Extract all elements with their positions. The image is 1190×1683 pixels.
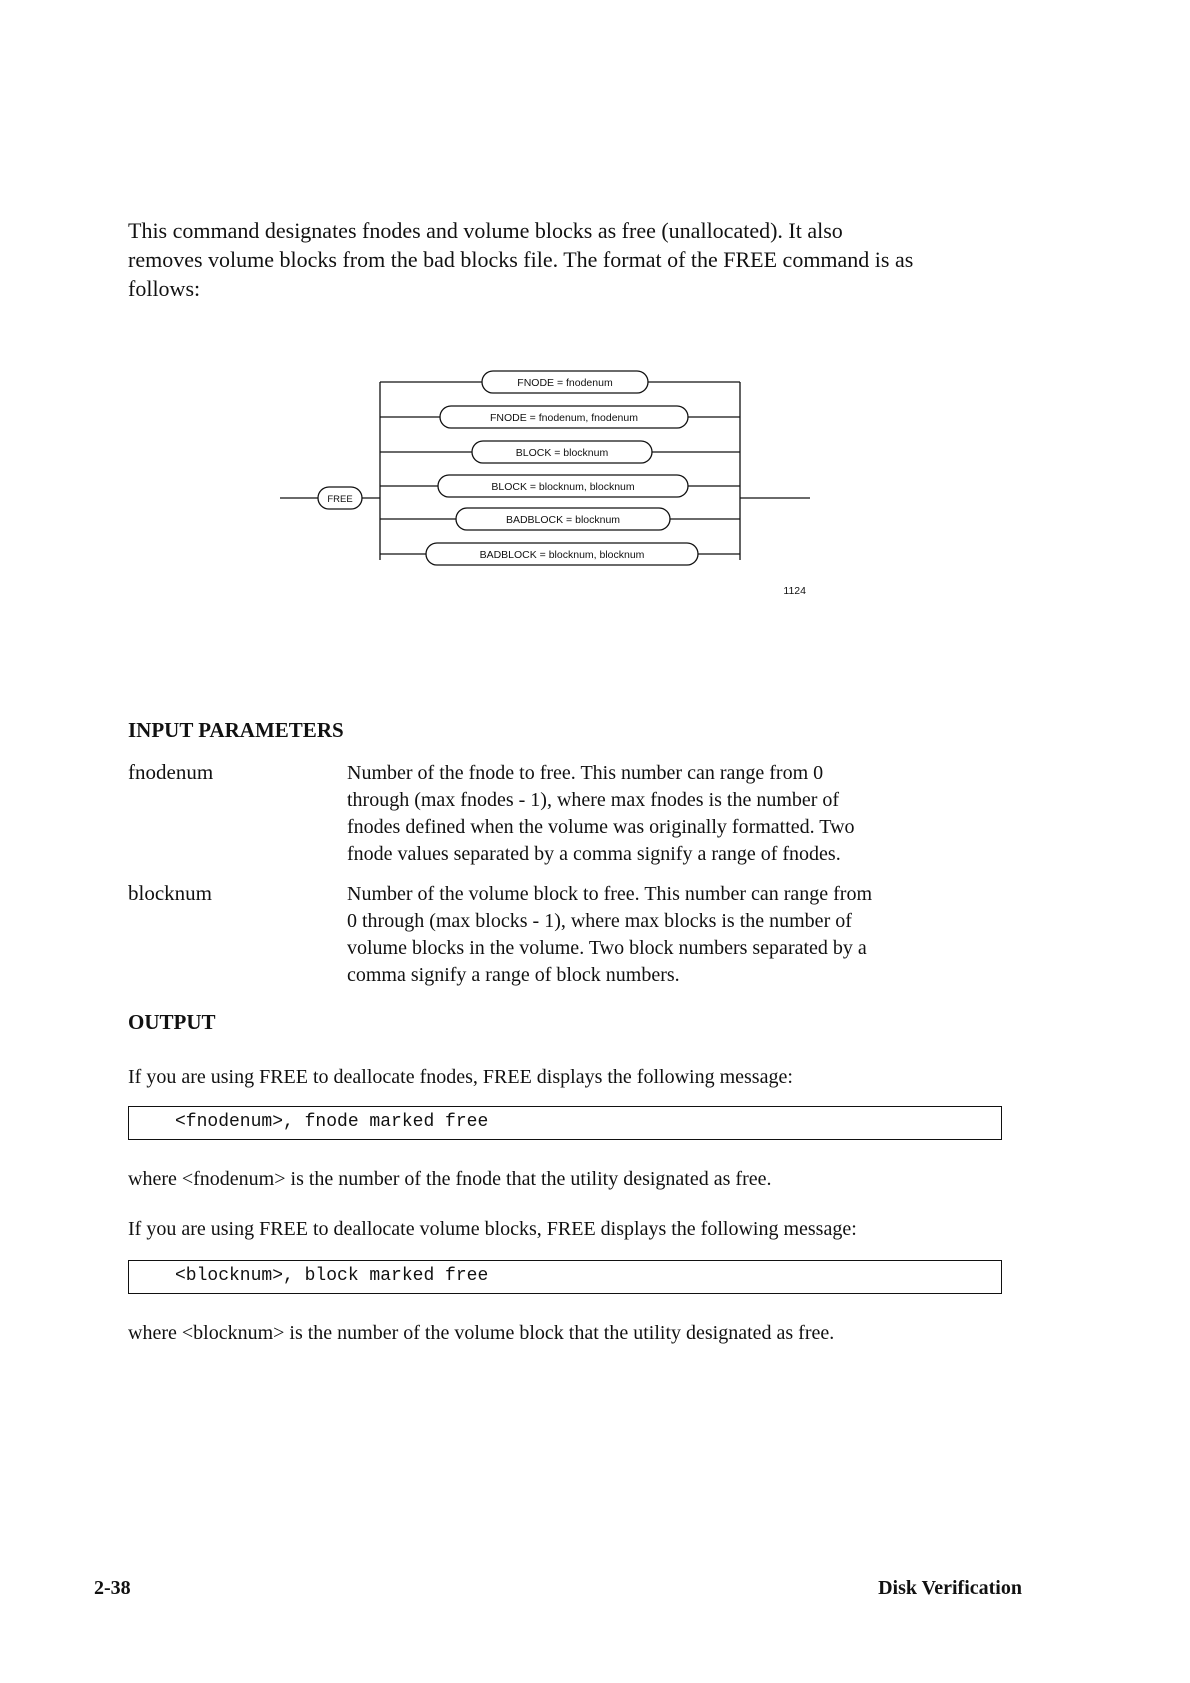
diagram-option-5: BADBLOCK = blocknum — [505, 514, 621, 526]
intro-text — [128, 216, 1008, 303]
param-desc-fnodenum — [347, 760, 987, 868]
code-box-block — [128, 1260, 1002, 1294]
diagram-option-2: FNODE = fnodenum, fnodenum — [490, 412, 638, 424]
param-name-blocknum: blocknum — [128, 881, 212, 905]
code-fnode-message: <fnodenum>, fnode marked free — [175, 1112, 489, 1132]
param-desc-blocknum — [347, 881, 987, 989]
param-desc-line: volume blocks in the volume. Two block numbers separated by a — [347, 937, 867, 959]
diagram-option-4: BLOCK = blocknum, blocknum — [491, 481, 635, 493]
diagram-option-6: BADBLOCK = blocknum, blocknum — [479, 549, 645, 561]
output-heading: OUTPUT — [128, 1010, 216, 1034]
intro-line-2: removes volume blocks from the bad blocks file. The format of the FREE command is as — [128, 247, 914, 272]
syntax-diagram-svg — [270, 360, 850, 600]
diagram-option-3: BLOCK = blocknum — [515, 447, 609, 459]
intro-line-3: follows: — [128, 276, 201, 301]
output-paragraph-3: If you are using FREE to deallocate volume blocks, FREE displays the following message: — [128, 1218, 857, 1240]
param-desc-line: Number of the fnode to free. This number can range from 0 — [347, 762, 824, 784]
input-parameters-heading: INPUT PARAMETERS — [128, 718, 344, 742]
figure-number: 1124 — [783, 585, 806, 597]
param-desc-line: through (max fnodes - 1), where max fnodes is the number of — [347, 789, 840, 811]
section-title: Disk Verification — [878, 1577, 1022, 1599]
page-number: 2-38 — [94, 1577, 131, 1599]
output-paragraph-2: where <fnodenum> is the number of the fnode that the utility designated as free. — [128, 1168, 772, 1190]
output-paragraph-1: If you are using FREE to deallocate fnodes, FREE displays the following message: — [128, 1066, 793, 1088]
diagram-option-1: FNODE = fnodenum — [517, 377, 613, 389]
code-box-fnode — [128, 1106, 1002, 1140]
param-desc-line: Number of the volume block to free. This number can range from — [347, 883, 873, 905]
intro-line-1: This command designates fnodes and volume blocks as free (unallocated). It also — [128, 218, 843, 243]
param-name-fnodenum: fnodenum — [128, 760, 214, 784]
diagram-label-free: FREE — [327, 494, 353, 505]
syntax-diagram — [270, 360, 850, 600]
param-desc-line: comma signify a range of block numbers. — [347, 964, 680, 986]
param-desc-line: fnode values separated by a comma signify a range of fnodes. — [347, 843, 841, 865]
output-paragraph-4: where <blocknum> is the number of the volume block that the utility designated as free. — [128, 1322, 835, 1344]
param-desc-line: 0 through (max blocks - 1), where max blocks is the number of — [347, 910, 852, 932]
code-block-message: <blocknum>, block marked free — [175, 1266, 489, 1286]
param-desc-line: fnodes defined when the volume was originally formatted. Two — [347, 816, 855, 838]
